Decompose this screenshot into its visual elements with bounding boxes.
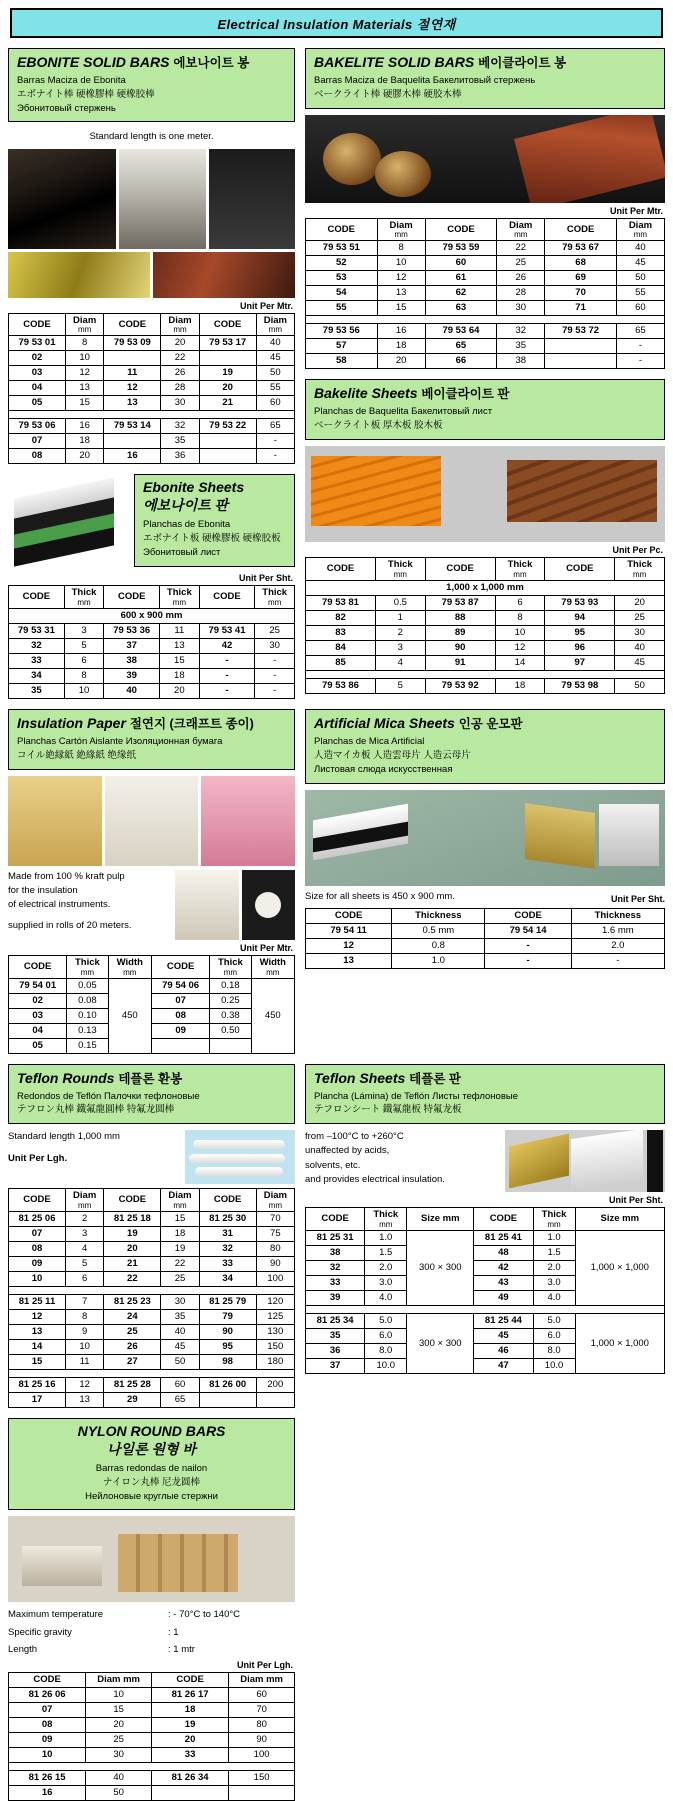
table-row: 79 53 31 3 79 53 36 11 79 53 41 25 (9, 624, 295, 639)
table-row: 08 20 19 80 (9, 1718, 295, 1733)
photo-mica-gold-sheet (525, 803, 595, 869)
table-row: 58 20 66 38 - (306, 354, 665, 369)
photo-black-bars (8, 149, 116, 249)
teflon-sheets-table (305, 1207, 665, 1374)
table-row: 07 3 19 18 31 75 (9, 1227, 295, 1242)
row-solid-bars (8, 48, 665, 699)
photo-pink-roll (201, 776, 295, 866)
teflon-sheets-title-kr: 테플론 판 (409, 1071, 461, 1086)
nylon-photo (8, 1516, 295, 1602)
col-diam-1: Diam mm (86, 1673, 152, 1688)
table-row: 54 13 62 28 70 55 (306, 286, 665, 301)
col-code-1: CODE (9, 1189, 66, 1212)
col-code-1: CODE (9, 586, 65, 609)
col-diam-2: Diam mm (161, 313, 199, 336)
insulation-paper-title-kr: 절연지 (크래프트 종이) (129, 717, 254, 732)
table-row: 85 4 91 14 97 45 (306, 655, 665, 670)
table-header-row (306, 557, 665, 580)
table-row: 13 9 25 40 90 130 (9, 1325, 295, 1340)
teflon-sheets-unit: Unit Per Sht. (608, 1195, 663, 1206)
empty-thick (210, 1038, 251, 1053)
col-width-1: Width mm (108, 955, 151, 978)
col-size-2: Size mm (575, 1208, 664, 1231)
table-row: 82 1 88 8 94 25 (306, 610, 665, 625)
table-spacer (9, 1763, 295, 1771)
table-row: 36 8.0 46 8.0 (306, 1344, 665, 1359)
col-code-1: CODE (9, 1673, 86, 1688)
ebonite-bars-subtitles: Barras Maciza de Ebonita エボナイト棒 硬橡膠棒 硬橡胶棒 Эбонитовый стержень (17, 75, 155, 114)
table-row: 02 10 22 45 (9, 351, 295, 366)
table-row: 15 11 27 50 98 180 (9, 1355, 295, 1370)
mica-photo (305, 790, 665, 886)
section-mica-header (305, 709, 665, 783)
col-code-3: CODE (199, 1189, 256, 1212)
table-row: 79 54 11 0.5 mm 79 54 14 1.6 mm (306, 923, 665, 938)
table-row: 37 10.0 47 10.0 (306, 1359, 665, 1374)
nylon-subtitles: Barras redondas de nailon ナイロン丸棒 尼龙圆棒 Нейлоновые круглые стержни (85, 1463, 218, 1502)
table-row: 12 8 24 35 79 125 (9, 1310, 295, 1325)
ebonite-bars-table (8, 313, 295, 465)
paper-width-right: 450 (251, 978, 294, 1053)
nylon-unit: Unit Per Lgh. (237, 1660, 293, 1671)
table-row: 81 25 34 5.0 300 × 300 81 25 44 5.0 1,000 × 1,000 (306, 1314, 665, 1329)
table-header-row (9, 313, 295, 336)
col-code-3: CODE (199, 586, 255, 609)
teflon-rounds-subtitles: Redondos de Teflón Палочки тефлоновые テフロン丸棒 鐵氟龍圓棒 特氟龙圆棒 (17, 1090, 200, 1116)
table-row: 55 15 63 30 71 60 (306, 301, 665, 316)
mica-title: Artificial Mica Sheets 인공 운모판 (314, 715, 523, 732)
ebonite-bars-title: EBONITE SOLID BARS 에보나이트 봉 (17, 54, 250, 70)
col-thick-2: Thick mm (495, 557, 545, 580)
table-header-row (9, 586, 295, 609)
table-row: 32 2.0 42 2.0 (306, 1261, 665, 1276)
col-code-2: CODE (425, 218, 497, 241)
column-right-3 (305, 1064, 665, 1408)
col-width-2: Width mm (251, 955, 294, 978)
photo-teflon-gold-sheet (509, 1134, 569, 1189)
ebonite-sheets-table (8, 585, 295, 699)
mica-unit: Unit Per Sht. (610, 893, 665, 904)
table-row: 05 15 13 30 21 60 (9, 396, 295, 411)
ebonite-sheets-photo (8, 474, 128, 570)
col-code-1: CODE (306, 908, 392, 923)
table-row: 79 54 01 0.05 450 79 54 06 0.18 450 (9, 978, 295, 993)
col-code-2: CODE (104, 313, 161, 336)
ebonite-sheets-block (8, 474, 295, 570)
table-spacer (9, 1287, 295, 1295)
col-diam-2: Diam mm (161, 1189, 199, 1212)
teflon-sheets-subtitles: Plancha (Lámina) de Teflón Листы тефлоновые テフロンシート 鐵氟龍板 特氟龙板 (314, 1090, 518, 1116)
table-spacer (9, 411, 295, 419)
photo-orange-sheets (311, 456, 441, 526)
col-diam-2: Diam mm (229, 1673, 295, 1688)
photo-grey-bars (119, 149, 205, 249)
col-code-3: CODE (545, 557, 615, 580)
table-header-row (306, 908, 665, 923)
table-row: 05 0.15 (9, 1038, 295, 1053)
section-teflon-rounds-header (8, 1064, 295, 1125)
table-row: 53 12 61 26 69 50 (306, 271, 665, 286)
col-code-1: CODE (9, 955, 67, 978)
table-row: 79 53 81 0.5 79 53 87 6 79 53 93 20 (306, 595, 665, 610)
table-header-row (9, 1189, 295, 1212)
insulation-paper-title: Insulation Paper 절연지 (크래프트 종이) (17, 715, 254, 732)
photo-paper-sheet (175, 870, 239, 940)
table-row: 33 6 38 15 - - (9, 654, 295, 669)
section-bakelite-bars-header (305, 48, 665, 109)
teflon-rounds-title-kr: 테플론 환봉 (118, 1071, 183, 1086)
teflon-size-a-right: 1,000 × 1,000 (575, 1231, 664, 1306)
table-row: 33 3.0 43 3.0 (306, 1276, 665, 1291)
col-thick-1: Thick mm (64, 586, 104, 609)
photo-nylon-white-bar (22, 1546, 102, 1586)
bakelite-sheets-table (305, 557, 665, 694)
bakelite-bars-subtitles: Barras Maciza de Baquelita Бакелитовый стержень ベークライト棒 硬膠木棒 硬胶木棒 (314, 75, 536, 100)
insulation-paper-notes: Made from 100 % kraft pulp for the insulation of electrical instruments. supplied in rolls of 20 meters. (8, 870, 132, 931)
table-row: 81 26 15 40 81 26 34 150 (9, 1771, 295, 1786)
teflon-size-b-right: 1,000 × 1,000 (575, 1314, 664, 1374)
col-code-2: CODE (425, 557, 495, 580)
section-nylon-bars (8, 1418, 295, 1801)
col-diam-2: Diam mm (497, 218, 545, 241)
photo-dark-bars (209, 149, 295, 249)
col-code-2: CODE (104, 1189, 161, 1212)
photo-kraft-roll (8, 776, 102, 866)
table-row: 13 1.0 - - (306, 953, 665, 968)
table-row: 35 10 40 20 - - (9, 684, 295, 699)
insulation-paper-unit: Unit Per Mtr. (239, 942, 293, 953)
ebonite-bars-title-kr: 에보나이트 봉 (173, 56, 250, 70)
table-row: 12 0.8 - 2.0 (306, 938, 665, 953)
table-row: 52 10 60 25 68 45 (306, 256, 665, 271)
table-row: 10 6 22 25 34 100 (9, 1272, 295, 1287)
table-row: 14 10 26 45 95 150 (9, 1340, 295, 1355)
table-row: 08 4 20 19 32 80 (9, 1242, 295, 1257)
col-diam-3: Diam mm (256, 313, 294, 336)
col-code-1: CODE (306, 557, 376, 580)
col-diam-1: Diam mm (377, 218, 425, 241)
table-row: 79 53 06 16 79 53 14 32 79 53 22 65 (9, 419, 295, 434)
bakelite-sheets-subtitles: Planchas de Baquelita Бакелитовый лист ベークライト板 厚木板 胶木板 (314, 406, 493, 432)
col-code-1: CODE (306, 1208, 365, 1231)
photo-teflon-rod-1 (193, 1140, 285, 1149)
mica-subtitles: Planchas de Mica Artificial 人造マイカ板 人造雲母片 人造云母片 Листовая слюда искусственная (314, 736, 471, 775)
teflon-rounds-photo (185, 1130, 295, 1184)
ebonite-sheets-title: Ebonite Sheets (143, 479, 245, 496)
col-diam-1: Diam mm (66, 1189, 104, 1212)
bakelite-sheets-unit: Unit Per Pc. (612, 544, 663, 555)
insulation-paper-notes-block (8, 866, 295, 940)
table-row: 81 25 06 2 81 25 18 15 81 25 30 70 (9, 1212, 295, 1227)
ebonite-sheets-size: 600 x 900 mm (9, 609, 295, 624)
col-code-3: CODE (199, 313, 256, 336)
row-paper-mica (8, 709, 665, 1053)
table-row: 34 8 39 18 - - (9, 669, 295, 684)
table-row: 09 5 21 22 33 90 (9, 1257, 295, 1272)
section-ebonite-sheets-header (134, 474, 295, 566)
table-row: 17 13 29 65 (9, 1393, 295, 1408)
teflon-rounds-notes: Standard length 1,000 mm Unit Per Lgh. (8, 1131, 120, 1165)
col-diam-3: Diam mm (616, 218, 664, 241)
col-code-2: CODE (151, 1673, 228, 1688)
mica-note-row (305, 890, 665, 904)
col-diam-1: Diam mm (66, 313, 104, 336)
nylon-spec-row: Maximum temperature : - 70°C to 140°C (8, 1609, 241, 1621)
col-size-1: Size mm (407, 1208, 474, 1231)
photo-yellow-bars (8, 252, 150, 298)
photo-teflon-rod-3 (195, 1167, 283, 1176)
section-teflon-sheets-header (305, 1064, 665, 1125)
col-thick-1: Thick mm (375, 557, 425, 580)
table-row: 39 4.0 49 4.0 (306, 1291, 665, 1306)
teflon-rounds-table (8, 1188, 295, 1408)
teflon-size-a-left: 300 × 300 (407, 1231, 474, 1306)
table-row: 08 20 16 36 - (9, 449, 295, 464)
col-code-2: CODE (104, 586, 160, 609)
table-size-row (306, 580, 665, 595)
nylon-specs (8, 1608, 295, 1657)
row-teflon (8, 1064, 665, 1408)
empty-code (151, 1038, 209, 1053)
ebonite-sheets-unit: Unit Per Sht. (238, 573, 293, 584)
table-row: 81 26 06 10 81 26 17 60 (9, 1688, 295, 1703)
paper-width-left: 450 (108, 978, 151, 1053)
table-size-row (9, 609, 295, 624)
table-row: 04 0.13 09 0.50 (9, 1023, 295, 1038)
teflon-sheets-notes-block (305, 1130, 665, 1192)
photo-teflon-white-sheets (571, 1130, 643, 1191)
column-left-2 (8, 709, 295, 1053)
bakelite-sheets-title-kr: 베이클라이트 판 (421, 387, 510, 402)
table-row: 10 30 33 100 (9, 1748, 295, 1763)
col-code-2: CODE (151, 955, 209, 978)
col-thick-1: Thick mm (365, 1208, 407, 1231)
mica-size-note: Size for all sheets is 450 x 900 mm. (305, 890, 455, 902)
col-thick-2: Thick mm (533, 1208, 575, 1231)
section-insulation-paper-header (8, 709, 295, 770)
section-ebonite-bars-header (8, 48, 295, 122)
teflon-sheets-photo (505, 1130, 665, 1192)
col-code-2: CODE (485, 908, 571, 923)
table-row: 79 53 51 8 79 53 59 22 79 53 67 40 (306, 241, 665, 256)
table-row: 03 12 11 26 19 50 (9, 366, 295, 381)
nylon-table (8, 1672, 295, 1801)
table-spacer (306, 1306, 665, 1314)
table-spacer (9, 1370, 295, 1378)
insulation-paper-photo-2 (175, 870, 295, 940)
table-row: 38 1.5 48 1.5 (306, 1246, 665, 1261)
bakelite-sheets-photo (305, 446, 665, 542)
bakelite-bars-photo (305, 115, 665, 203)
col-code-3: CODE (545, 218, 617, 241)
teflon-rounds-title: Teflon Rounds 테플론 환봉 (17, 1069, 183, 1086)
table-row: 79 53 01 8 79 53 09 20 79 53 17 40 (9, 336, 295, 351)
ebonite-bars-photo (8, 149, 295, 249)
ebonite-bars-note: Standard length is one meter. (89, 131, 214, 143)
table-row: 84 3 90 12 96 40 (306, 640, 665, 655)
teflon-sheets-title: Teflon Sheets 테플론 판 (314, 1069, 461, 1086)
col-code-1: CODE (306, 218, 378, 241)
ebonite-bars-photo-2 (8, 252, 295, 298)
table-row: 07 15 18 70 (9, 1703, 295, 1718)
table-row: 03 0.10 08 0.38 (9, 1008, 295, 1023)
teflon-sheets-notes: from –100°C to +260°C unaffected by acids, solvents, etc. and provides electrical insulation. (305, 1131, 445, 1185)
photo-bakelite-disc-2 (375, 151, 431, 197)
bakelite-bars-title: BAKELITE SOLID BARS 베이클라이트 봉 (314, 54, 567, 70)
column-left-3 (8, 1064, 295, 1408)
bakelite-bars-unit: Unit Per Mtr. (609, 205, 663, 216)
table-row: 32 5 37 13 42 30 (9, 639, 295, 654)
table-row: 35 6.0 45 6.0 (306, 1329, 665, 1344)
teflon-size-b-left: 300 × 300 (407, 1314, 474, 1374)
col-thick-3: Thick mm (615, 557, 665, 580)
photo-brown-sheets (507, 460, 657, 522)
ebonite-bars-unit: Unit Per Mtr. (239, 300, 293, 311)
insulation-paper-subtitles: Planchas Cartón Aislante Изоляционная бумага コイル絶縁紙 絶緣紙 绝缘纸 (17, 736, 223, 762)
insulation-paper-photo (8, 776, 295, 866)
photo-bakelite-rod (514, 115, 665, 203)
bakelite-sheets-title: Bakelite Sheets 베이클라이트 판 (314, 385, 510, 402)
photo-bakelite-disc-1 (323, 133, 381, 185)
column-right-2 (305, 709, 665, 1053)
table-row: 81 25 11 7 81 25 23 30 81 25 79 120 (9, 1295, 295, 1310)
mica-title-kr: 인공 운모판 (458, 717, 523, 732)
photo-paper-roll-end (242, 870, 295, 940)
col-code-1: CODE (9, 313, 66, 336)
col-diam-3: Diam mm (256, 1189, 294, 1212)
column-left-1 (8, 48, 295, 699)
nylon-spec-row: Specific gravity : 1 (8, 1626, 179, 1638)
nylon-title: NYLON ROUND BARS (77, 1423, 226, 1440)
table-header-row (9, 955, 295, 978)
column-right-1 (305, 48, 665, 699)
table-row: 79 53 86 5 79 53 92 18 79 53 98 50 (306, 678, 665, 693)
photo-nylon-tan-bars (118, 1534, 238, 1592)
col-thickness-2: Thickness (571, 908, 664, 923)
table-row: 07 18 35 - (9, 434, 295, 449)
table-spacer (306, 670, 665, 678)
section-bakelite-sheets-header (305, 379, 665, 440)
table-header-row (306, 1208, 665, 1231)
nylon-title-kr: 나일론 원형 바 (107, 1441, 196, 1458)
table-header-row (306, 218, 665, 241)
photo-teflon-black-edge (647, 1130, 663, 1192)
col-thick-2: Thick mm (160, 586, 200, 609)
table-spacer (306, 316, 665, 324)
table-row: 81 25 31 1.0 300 × 300 81 25 41 1.0 1,000 × 1,000 (306, 1231, 665, 1246)
nylon-spec-row: Length : 1 mtr (8, 1643, 195, 1655)
col-code-2: CODE (474, 1208, 533, 1231)
table-row: 04 13 12 28 20 55 (9, 381, 295, 396)
insulation-paper-table (8, 955, 295, 1054)
bakelite-bars-title-kr: 베이클라이트 봉 (478, 56, 567, 70)
table-header-row (9, 1673, 295, 1688)
photo-brown-bars (153, 252, 295, 298)
col-thickness-1: Thickness (392, 908, 485, 923)
table-row: 83 2 89 10 95 30 (306, 625, 665, 640)
table-row: 09 25 20 90 (9, 1733, 295, 1748)
mica-table (305, 908, 665, 969)
ebonite-sheets-subtitles: Planchas de Ebonita エボナイト板 硬橡膠板 硬橡胶板 Эбонитовый лист (143, 519, 281, 558)
col-thick-3: Thick mm (255, 586, 295, 609)
photo-mica-grey-sheet (599, 804, 659, 866)
col-thick-2: Thick mm (210, 955, 251, 978)
table-row: 57 18 65 35 - (306, 339, 665, 354)
ebonite-sheets-title-kr: 에보나이트 판 (143, 497, 229, 514)
table-row: 79 53 56 16 79 53 64 32 79 53 72 65 (306, 324, 665, 339)
bakelite-sheets-size: 1,000 x 1,000 mm (306, 580, 665, 595)
table-row: 02 0.08 07 0.25 (9, 993, 295, 1008)
table-row: 16 50 (9, 1786, 295, 1801)
col-thick-1: Thick mm (67, 955, 108, 978)
bakelite-bars-table (305, 218, 665, 370)
photo-teflon-rod-2 (189, 1154, 285, 1163)
teflon-rounds-notes-block (8, 1130, 295, 1184)
photo-white-roll (105, 776, 199, 866)
table-row: 81 25 16 12 81 25 28 60 81 26 00 200 (9, 1378, 295, 1393)
page-title: Electrical Insulation Materials 절연재 (217, 16, 456, 32)
page-banner (10, 8, 663, 38)
section-nylon-header (8, 1418, 295, 1510)
